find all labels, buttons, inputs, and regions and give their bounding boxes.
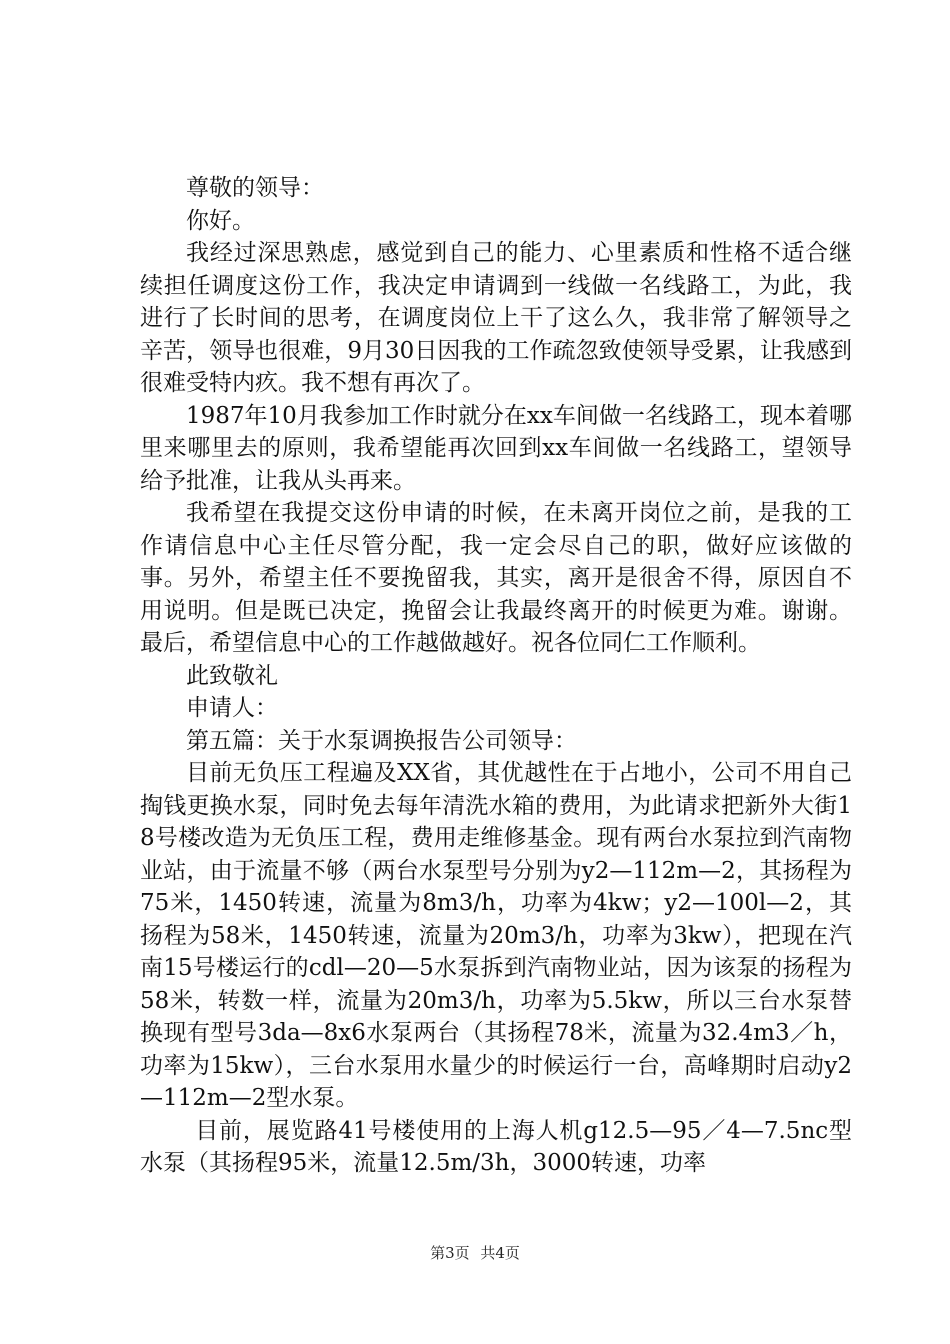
body-paragraph: 我希望在我提交这份申请的时候，在未离开岗位之前，是我的工作请信息中心主任尽管分配，我一定会尽自己的职，做好应该做的事。另外，希望主任不要挽留我，其实，离开是很舍不得，原因自不用说明。但是既已决定，挽留会让我最终离开的时候更为难。谢谢。最后，希望信息中心的工作越做越好。祝各位同仁工作顺利。 xyxy=(140,500,852,656)
body-paragraph: 目前无负压工程遍及XX省，其优越性在于占地小，公司不用自己掏钱更换水泵，同时免去每年清洗水箱的费用，为此请求把新外大街18号楼改造为无负压工程，费用走维修基金。现有两台水泵拉到汽南物业站，由于流量不够（两台水泵型号分别为y2—112m—2，其扬程为75米，1450转速，流量为8m3/h，功率为4kw；y2—100l—2，其扬程为58米，1450转速，流量为20m3/h，功率为3kw），把现在汽南15号楼运行的cdl—20—5水泵拆到汽南物业站，因为该泵的扬程为58米，转数一样，流量为20m3/h，功率为5.5kw，所以三台水泵替换现有型号3da—8x6水泵两台（其扬程78米，流量为32.4m3／h，功率为15kw），三台水泵用水量少的时候运行一台，高峰期时启动y2—112m—2型水泵。 xyxy=(140,760,852,1111)
page-number: 第3页 xyxy=(430,1244,470,1262)
document-body xyxy=(140,172,852,1180)
salutation: 尊敬的领导： xyxy=(186,175,324,201)
body-paragraph: 1987年10月我参加工作时就分在xx车间做一名线路工，现本着哪里来哪里去的原则，我希望能再次回到xx车间做一名线路工，望领导给予批准，让我从头再来。 xyxy=(140,402,852,494)
page-footer xyxy=(0,1242,950,1263)
page-total: 共4页 xyxy=(480,1244,520,1262)
body-paragraph: 目前，展览路41号楼使用的上海人机g12.5—95／4—7.5nc型水泵（其扬程95米，流量12.5m/3h，3000转速，功率 xyxy=(140,1117,852,1176)
section-heading: 第五篇：关于水泵调换报告公司领导： xyxy=(186,727,577,754)
greeting: 你好。 xyxy=(186,207,255,234)
signature-line: 申请人： xyxy=(186,695,278,721)
body-paragraph: 我经过深思熟虑，感觉到自己的能力、心里素质和性格不适合继续担任调度这份工作，我决定申请调到一线做一名线路工，为此，我进行了长时间的思考，在调度岗位上干了这么久，我非常了解领导之辛苦，领导也很难，9月30日因我的工作疏忽致使领导受累，让我感到很难受特内疚。我不想有再次了。 xyxy=(140,240,852,396)
closing: 此致敬礼 xyxy=(186,662,278,689)
